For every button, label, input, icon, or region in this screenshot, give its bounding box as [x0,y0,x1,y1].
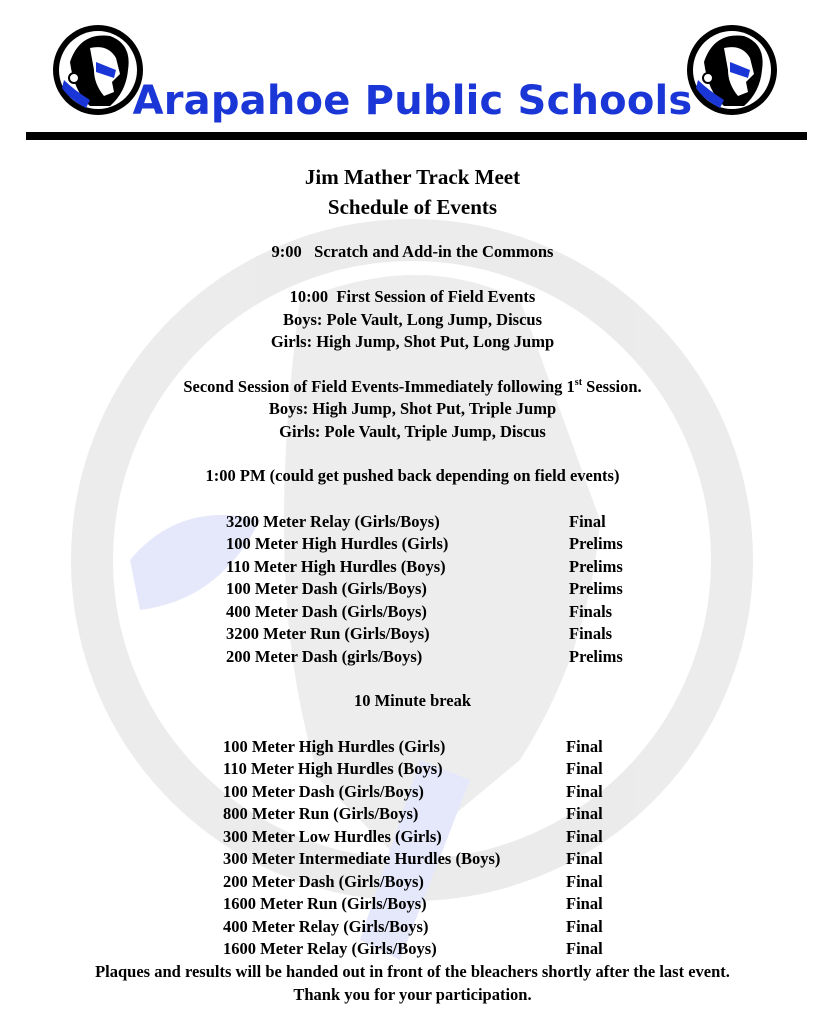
footer-note: Plaques and results will be handed out in front of the bleachers shortly after the last event. [95,962,730,981]
event-round: Final [569,512,606,531]
footer-thanks: Thank you for your participation. [293,985,532,1004]
event-name: 110 Meter High Hurdles (Boys) [223,759,443,778]
event-name: 200 Meter Dash (Girls/Boys) [223,872,424,891]
event-name: 200 Meter Dash (girls/Boys) [226,647,423,666]
event-round: Final [566,759,603,778]
event-round: Final [566,737,603,756]
event-name: 1600 Meter Relay (Girls/Boys) [223,939,437,958]
event-name: 3200 Meter Run (Girls/Boys) [226,624,430,643]
school-name: Arapahoe Public Schools [132,78,693,124]
event-round: Final [566,872,603,891]
session1-boys: Boys: Pole Vault, Long Jump, Discus [282,310,542,329]
event-name: 300 Meter Intermediate Hurdles (Boys) [223,849,501,868]
event-title: Jim Mather Track Meet [304,165,521,189]
event-round: Final [566,917,603,936]
event-round: Prelims [569,647,623,666]
event-round: Final [566,939,603,958]
event-name: 100 Meter High Hurdles (Girls) [226,534,449,553]
event-name: 3200 Meter Relay (Girls/Boys) [226,512,440,531]
event-name: 800 Meter Run (Girls/Boys) [223,804,419,823]
session2-girls: Girls: Pole Vault, Triple Jump, Discus [279,422,546,441]
event-name: 100 Meter Dash (Girls/Boys) [223,782,424,801]
event-round: Finals [569,624,613,643]
event-name: 300 Meter Low Hurdles (Girls) [223,827,442,846]
event-name: 100 Meter Dash (Girls/Boys) [226,579,427,598]
event-subtitle: Schedule of Events [327,195,498,219]
session1-heading: 10:00 First Session of Field Events [289,287,536,306]
event-name: 100 Meter High Hurdles (Girls) [223,737,446,756]
event-name: 400 Meter Relay (Girls/Boys) [223,917,429,936]
event-round: Finals [569,602,613,621]
event-round: Prelims [569,534,623,553]
event-round: Final [566,849,603,868]
scratch-time: 9:00 Scratch and Add-in the Commons [271,242,554,261]
event-name: 400 Meter Dash (Girls/Boys) [226,602,427,621]
event-round: Prelims [569,579,623,598]
event-name: 110 Meter High Hurdles (Boys) [226,557,446,576]
session2-boys: Boys: High Jump, Shot Put, Triple Jump [268,399,557,418]
event-name: 1600 Meter Run (Girls/Boys) [223,894,427,913]
header-divider [26,132,807,140]
event-round: Prelims [569,557,623,576]
session2-heading: Second Session of Field Events-Immediately following 1st Session. [183,377,642,396]
event-round: Final [566,804,603,823]
event-round: Final [566,894,603,913]
event-round: Final [566,782,603,801]
running-start: 1:00 PM (could get pushed back depending on field events) [205,466,620,485]
event-round: Final [566,827,603,846]
break-label: 10 Minute break [353,691,472,710]
session1-girls: Girls: High Jump, Shot Put, Long Jump [270,332,555,351]
